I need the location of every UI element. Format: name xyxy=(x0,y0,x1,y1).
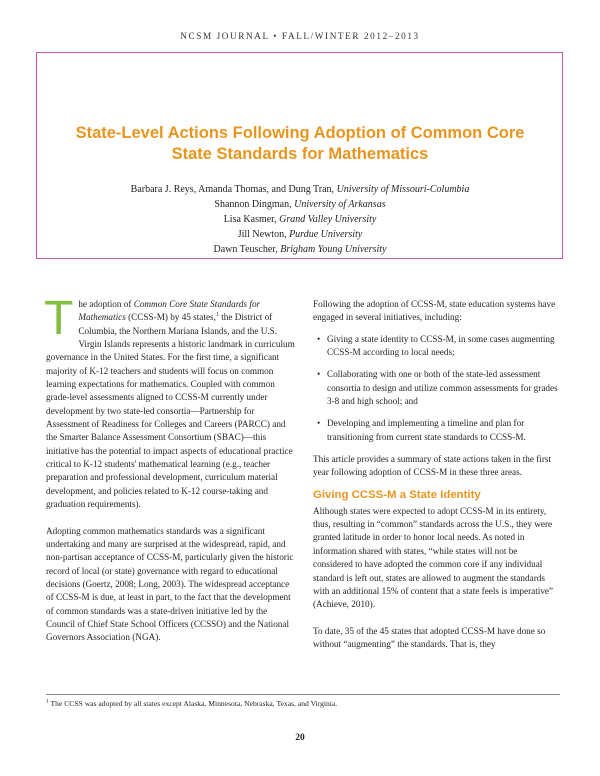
standards-title: Common Core State Standards for Mathematics xyxy=(78,299,261,323)
author-names: Jill Newton, xyxy=(237,229,290,240)
author-affiliation: Brigham Young University xyxy=(280,244,387,255)
author-line xyxy=(60,182,540,197)
author-line xyxy=(60,242,540,257)
initiatives-intro: Following the adoption of CCSS-M, state education systems have engaged in several initiatives, including: xyxy=(313,299,556,323)
author-affiliation: Grand Valley University xyxy=(279,214,377,225)
text-run: (CCSS-M) by 45 states, xyxy=(125,312,216,323)
list-item-text: Developing and implementing a timeline and plan for transitioning from current state standards to CCSS-M. xyxy=(327,418,526,442)
author-line xyxy=(60,197,540,212)
author-names: Shannon Dingman, xyxy=(214,199,295,210)
left-column xyxy=(44,292,298,645)
section-heading: Giving CCSS-M a State Identity xyxy=(313,488,481,501)
title-line-1: State-Level Actions Following Adoption of Common Core xyxy=(75,124,525,142)
paragraph-gap xyxy=(313,612,558,625)
paragraph-gap xyxy=(46,512,298,525)
list-item xyxy=(313,368,558,408)
page-number: 20 xyxy=(295,733,305,743)
author-affiliation: University of Missouri-Columbia xyxy=(336,184,470,195)
summary-paragraph: This article provides a summary of state actions taken in the first year following adoption of CCSS-M in these three areas. xyxy=(313,454,552,478)
list-item-text: Giving a state identity to CCSS-M, in some cases augmenting CCSS-M according to local needs; xyxy=(327,333,555,358)
footnote-marker: 1 xyxy=(46,698,49,705)
article-title xyxy=(60,123,540,165)
intro-paragraph xyxy=(44,292,298,512)
bullet-icon: • xyxy=(317,418,321,429)
journal-header: NCSM JOURNAL • FALL/WINTER 2012–2013 xyxy=(180,31,420,41)
footnote-text: The CCSS was adopted by all states except Alaska, Minnesota, Nebraska, Texas, and Virginia. xyxy=(48,699,338,708)
list-item-text: Collaborating with one or both of the state-led assessment consortia to design and utilize common assessments for grades 3-8 and high school; and xyxy=(327,369,558,407)
footnote-divider xyxy=(46,694,560,695)
body-paragraph: To date, 35 of the 45 states that adopted CCSS-M have done so without “augmenting” the standards. That is, they xyxy=(313,625,546,649)
bullet-icon: • xyxy=(317,369,321,380)
author-line xyxy=(60,227,540,242)
list-item xyxy=(313,333,558,360)
text-run: he adoption of xyxy=(78,299,134,309)
body-paragraph: Adopting common mathematics standards was a significant undertaking and many are surprised at the widespread, rapid, and non-partisan acceptance of CCSS-M, particularly given the historic record of local (or state) governance with regard to educational decisions (Goertz, 2008; Long, 2003). The widespread acceptance of CCSS-M is due, at least in part, to the fact that the development of common standards was a state-driven initiative led by the Council of Chief State School Officers (CCSSO) and the National Governors Association (NGA). xyxy=(46,525,294,643)
author-affiliation: Purdue University xyxy=(289,229,363,240)
text-run: the District of Columbia, the Northern Mariana Islands, and the U.S. Virgin Islands represents a historic landmark in curriculum governance in the United States. For the first time, a significant majority of K-12 teachers and students will focus on common learning expectations for mathematics. Coupled with common grade-level assessments aligned to CCSS-M currently under development by two state-led consortia—Partnership for Assessment of Readiness for Colleges and Careers (PARCC) and the Smarter Balance Assessment Consortium (SBAC)—this initiative has the potential to impact aspects of educational practice critical to K-12 students' mathematical learning (e.g., teacher preparation and professional development, curriculum material development, and policies related to K-12 course-taking and graduation requirements). xyxy=(46,312,295,510)
title-line-2: State Standards for Mathematics xyxy=(171,145,429,163)
list-item xyxy=(313,417,558,444)
initiatives-list xyxy=(313,333,558,444)
author-names: Barbara J. Reys, Amanda Thomas, and Dung Tran, xyxy=(130,184,337,195)
author-names: Dawn Teuscher, xyxy=(213,244,281,255)
body-paragraph: Although states were expected to adopt CCSS-M in its entirety, thus, resulting in “common” standards across the U.S., they were granted latitude in order to honor local needs. As noted in information shared with states, “while states will not be considered to have adopted the common core if any individual standard is left out, states are allowed to augment the standards with an additional 15% of content that a state feels is imperative” (Achieve, 2010). xyxy=(313,505,554,610)
right-column xyxy=(313,298,558,651)
footnote-ref[interactable]: 1 xyxy=(215,312,219,319)
author-names: Lisa Kasmer, xyxy=(223,214,280,225)
footnote xyxy=(46,699,560,709)
bullet-icon: • xyxy=(317,333,321,344)
drop-cap: T xyxy=(44,292,74,345)
author-affiliation: University of Arkansas xyxy=(294,199,386,210)
author-list xyxy=(60,182,540,257)
author-line xyxy=(60,212,540,227)
